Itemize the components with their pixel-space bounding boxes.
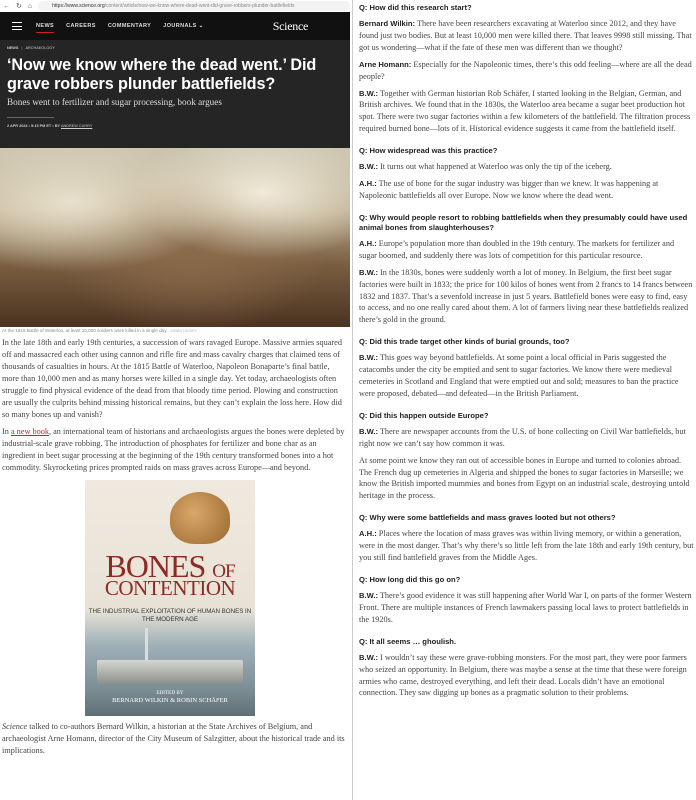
science-logo[interactable]: Science [272,18,308,33]
cover-of: OF [212,561,235,582]
page-title: ‘Now we know where the dead went.’ Did grave robbers plunder battlefields? [7,56,317,93]
interview-answer [359,426,694,450]
waterloo-painting [0,148,350,327]
address-bar[interactable] [38,1,350,11]
answer-text: Especially for the Napoleonic times, there’s this odd feeling—where are all the dead people? [359,59,692,81]
speaker-label: B.W.: [359,162,378,172]
cover-subtitle: THE INDUSTRIAL EXPLOITATION OF HUMAN BONES IN THE MODERN AGE [88,608,252,623]
paragraph-2 [2,426,348,474]
answer-text: This goes way beyond battlefields. At some point a local official in Paris suggested the catacombs under the city be emptied and sent to sugar factories. We know there were medieval cemeteries in Scotland and England that were emptied out and sold; measures to ban the practice were proposed, debated—and defeated—in the British Parliament. [359,353,679,398]
caption-text: At the 1815 Battle of Waterloo, at least 10,000 soldiers were killed in a single day. [2,328,168,333]
article-body [0,337,350,757]
chevron-down-icon: ⌄ [198,23,204,29]
interview-answer [359,88,694,136]
by-label: BY [54,124,60,128]
interview-answer [359,267,694,327]
interview-question: Q: How did this research start? [359,3,472,12]
interview-answer [359,590,694,626]
speaker-label: B.W.: [359,353,378,363]
speaker-label: A.H.: [359,529,377,539]
speaker-label: B.W.: [359,652,378,662]
interview-question: Q: How long did this go on? [359,575,461,584]
pub-date: 2 APR 2024 [7,124,28,128]
interview-answer [359,652,694,700]
interview-column [352,0,696,800]
nav-journals[interactable] [163,20,203,32]
interview-question: Q: Why were some battlefields and mass graves looted but not others? [359,513,616,523]
crumb-section[interactable]: NEWS [7,46,19,50]
interview-question: Q: It all seems … ghoulish. [359,636,457,646]
nav-careers[interactable]: CAREERS [66,23,96,29]
interview-question: Q: Did this happen outside Europe? [359,410,489,420]
speaker-label: A.H.: [359,238,377,248]
speaker-label: B.W.: [359,267,378,277]
crumb-topic[interactable]: ARCHAEOLOGY [25,46,55,50]
image-caption [0,327,350,337]
speaker-label: A.H.: [359,179,377,189]
interview-answer [359,352,694,400]
speaker-label: B.W.: [359,591,378,600]
answer-text: Europe’s population more than doubled in the 19th century. The markets for fertilizer and sugar boomed, and suddenly there was lots of competition for this particular resource. [359,238,675,260]
interview-question: Q: Did this trade target other kinds of burial grounds, too? [359,337,570,347]
image-credit: EDWIN TOOVEY [170,329,197,333]
nav-news[interactable]: NEWS [36,20,54,33]
url-path: /content/article/now-we-know-where-dead-went-did-grave-robbers-plunder-battlefields [104,3,295,9]
nav-commentary[interactable]: COMMENTARY [107,23,152,29]
answer-text: It turns out what happened at Waterloo was only the tip of the iceberg. [377,162,612,172]
chimney-image [145,628,148,664]
cover-bones: BONES [105,548,206,584]
paragraph-intro-interview [2,721,348,757]
speaker-label: Arne Homann: [359,59,412,69]
interview-answer [359,161,694,173]
paragraph-1: In the late 18th and early 19th centuries, a succession of wars ravaged Europe. Massive armies squared off and massacred each other using cannon and rifle fire and mass cavalry charges that claimed tens of thousands of casualties in hours. At the 1815 Battle of Waterloo, Napoleon Bonaparte’s final battle, more than 10,000 men and as many horses were killed in a single day. Yet today, archaeologists often struggle to find physical evidence of the dead from that bloody time period. Plowing and construction are usually the culprits behind missing historical remains, but they can’t explain the loss here. How did so many bones up and vanish? [2,338,342,419]
article-header [0,40,350,148]
answer-text: At some point we know they ran out of accessible bones in Europe and turned to colonies abroad. The French dug up cemeteries in Algeria and shipped the bones to sugar factories in Marseille; we know the British imported mummies and bones from Egypt on an industrial scale, destroying untold heritage in the process. [359,455,690,501]
p2-pre: In [2,427,11,436]
speaker-label: B.W.: [359,426,378,436]
home-icon[interactable]: ⌂ [27,2,33,10]
answer-text: In the 1830s, bones were suddenly worth a lot of money. In Belgium, the first beet sugar factories were built in 1833; the price for 100 kilos of bones went from 2 francs to 14 francs between 1832 and 1837. That’s a sevenfold increase in just 5 years. Battlefield bones were easy to find, easy to access, and no one really cared about them. A lot of farmers living near these battlefields realized there’s gold in the ground. [359,267,693,325]
cover-edited-by: EDITED BY [156,690,184,696]
speaker-label: B.W.: [359,88,378,98]
answer-text: I wouldn’t say these were grave-robbing monsters. For the most part, they were poor farmers who seized an opportunity. In Belgium, there was maybe a sense at the time that these were foreign armies who came, destroyed everything, and left their dead. Locals didn’t have an emotional connection. They saw digging up bones as a pragmatic solution to their problems. [359,652,687,698]
answer-text: There are newspaper accounts from the U.S. of bone collecting on Civil War battlefields, but right now we can’t say how common it was. [359,426,686,448]
interview-answer [359,178,694,202]
p2-post: , an international team of historians and archaeologists argues the bones were depleted by industrial-scale grave robbing. The introduction of phosphates for fertilizer and bone char as an ingredient in beet sugar processing at the beginning of the 19th century transformed bones into a hot commodity. Skyrocketing prices prompted raids on mass graves across Europe—and beyond. [2,427,345,472]
article-dek: Bones went to fertilizer and sugar processing, book argues [7,97,222,107]
url-domain: https://www.science.org [52,3,105,9]
interview-answer [359,455,694,503]
back-icon[interactable]: ← [3,2,10,10]
browser-toolbar [0,0,350,12]
cover-title-2: CONTENTION [104,576,236,600]
answer-text: Together with German historian Rob Schäfer, I started looking in the Belgian, German, and British archives. We found that in the 1830s, the Waterloo area became a sugar beet production hot spot. There were two sugar factories within a few kilometers of the battlefield. The filtration process required burned bone—lots of it. Historical evidence suggests it came from the battlefield itself. [359,88,691,134]
outro-text: talked to co-authors Bernard Wilkin, a historian at the State Archives of Belgium, and archaeologist Arne Homann, director of the City Museum of Salzgitter, about the historical trade and its implications. [2,722,345,755]
interview-answer [359,18,694,54]
factory-image [97,660,243,684]
cover-authors: BERNARD WILKIN & ROBIN SCHÄFER [112,697,228,704]
site-nav [0,12,350,40]
divider [7,117,54,118]
interview-question: Q: How widespread was this practice? [359,146,498,156]
menu-icon[interactable] [12,22,22,30]
interview-answer [359,238,694,262]
answer-text: The use of bone for the sugar industry was bigger than we knew. It was happening at Napoleonic battlefields all over Europe. Now we know where the dead went. [359,179,659,200]
answer-text: There have been researchers excavating at Waterloo since 2012, and they have found just two bodies. But at least 10,000 men were killed there. That leaves 9998 still missing. That got us wondering—what if the fate of these men was different than we thought? [359,19,692,52]
byline: 2 APR 2024 • 5:15 PM ET • BY ANDREW CURRY [7,124,93,128]
answer-text: Places where the location of mass graves was within living memory, or within a generation, were in the most danger. That’s why there’s so little left from the late 18th and early 19th century, but you still find battlefield graves from the Middle Ages. [359,529,694,563]
answer-text: There’s good evidence it was still happening after World War I, on parts of the former Western Front. There are multiple instances of French lawmakers passing local laws to protect battlefields in the 1920s. [359,591,692,624]
interview-answer [359,59,694,83]
new-book-link[interactable]: a new book [10,427,49,436]
book-cover [85,480,255,716]
breadcrumb: NEWS | ARCHAEOLOGY [7,46,55,50]
author-link[interactable]: ANDREW CURRY [61,124,93,128]
cover-editors [85,689,255,705]
publication-name: Science [2,722,28,731]
speaker-label: Bernard Wilkin: [359,19,416,28]
nav-journals-label: JOURNALS [163,23,197,29]
interview-answer [359,528,694,564]
reload-icon[interactable]: ↻ [16,3,22,10]
pub-time: 5:15 PM ET [31,124,52,128]
skull-image [170,492,230,544]
interview-question: Q: Why would people resort to robbing battlefields when they presumably could have used animal bones from slaughterhouses? [359,212,688,232]
